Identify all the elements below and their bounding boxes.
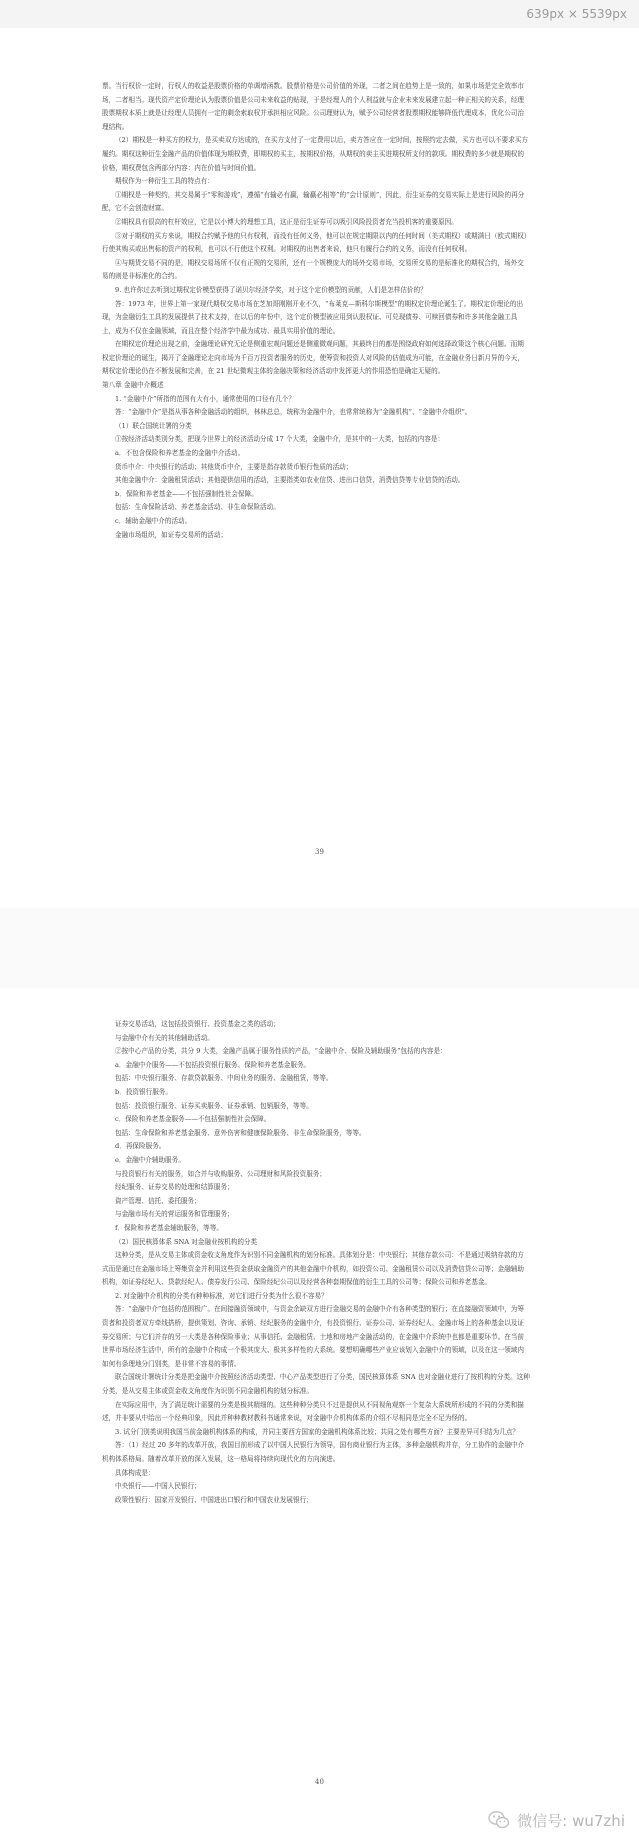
paragraph: a．不包含保险和养老基金的金融中介活动。 [115, 449, 245, 458]
answer: 答：“金融中介”包括的范围极广。在间接融资领域中，与资金余缺双方进行金融交易的金融中介有各种类型的银行；在直接融资领域中，为筹资者和投资者双方牵线搭桥，提供策划、咨询、承销、经纪服务的金融中介，有投资银行、证券公司、证券经纪人、金融市场上的各种基金以及证券交易所；与它们并存的另一大类是各种保险事业；从事信托、金融租赁、土地和房地产金融活动的，在金融中介系统中也都是重要环节。在当前世界市场经济生活中，所有的金融中介构成一个极其庞大、极其多样性的大系统。要想明确哪些产业应该划入金融中介的领域，以及在这一领域内如何有条理地分门别类，是非常不容易的事情。 [102, 1305, 524, 1368]
paragraph: 货币中介：中央银行的活动；其他货币中介，主要是指存款货币银行性质的活动； [115, 462, 353, 471]
paragraph: ①按经济活动类别分类，把现今世界上的经济活动分成 17 个大类，金融中介，是其中的一大类，包括的内容是： [115, 435, 445, 444]
paragraph: 期权作为一种衍生工具的特点有： [115, 177, 214, 186]
subheading: （1）联合国统计署的分类 [115, 421, 192, 430]
paragraph: c．保险和养老基金服务——不包括强制性社会保障。 [115, 1115, 271, 1124]
watermark-text: 微信号: wu7zhi [517, 1811, 625, 1830]
paragraph: ①期权是一种契约，其交易属于“零和游戏”，遵循“有输必有赢，输赢必相等”的“会计原则”，因此，衍生证券的交易实际上是进行风险的再分配，它不会创造财富。 [102, 190, 525, 213]
paragraph: 这种分类，是从交易主体或资金收支角度作为识别不同金融机构的划分标准。具体划分是：中央银行；其他存款公司：不是通过吸纳存款的方式而是通过在金融市场上筹集资金并利用这些资金获取金融资产的其他金融中介机构，如投资公司、金融租赁公司以及消费信贷公司等；金融辅助机构，如证券经纪人、贷款经纪人、债券发行公司、保险经纪公司以及经营各种套期保值的衍生工具的公司等；保险公司和养老基金。 [102, 1251, 524, 1287]
paragraph: 经纪服务、证券交易的处理和结算服务； [115, 1183, 234, 1192]
paragraph: 資产管理、信托、委托服务； [115, 1196, 201, 1205]
paragraph: 其他金融中介：金融租赁活动；其他提供信用的活动，主要指类如农业信贷、进出口信贷、消费信贷等专业信贷的活动。 [115, 476, 465, 485]
answer: 答：（1）经过 20 多年的改革开放，我国目前形成了以中国人民银行为领导，国有商业银行为主体，多种金融机构并存，分工协作的金融中介机构体系格局。随着改革开放的深入发展，这一格局将持续向现代化的方向演进。 [102, 1441, 525, 1463]
paragraph: 具体构成是： [115, 1468, 155, 1477]
paragraph: ②期权具有很高的杠杆效应，它是以小博大的理想工具，这正是衍生证券可以吸引风险投资者充当投机客的重要原因。 [115, 217, 458, 226]
chapter-heading: 第八章 金融中介概述 [102, 381, 164, 390]
paragraph: b．保险和养老基金——不包括强制性社会保障。 [115, 489, 258, 498]
paragraph: a．金融中介服务——不包括投资银行服务、保险和养老基金服务。 [115, 1060, 311, 1069]
answer: 答：“金融中介”是指从事各种金融活动的组织，林林总总，统称为金融中介，也常常统称为“金融机构”、“金融中介组织”。 [115, 408, 472, 417]
subheading: （2）国民核算体系 SNA 对金融业按机构的分类 [115, 1237, 258, 1246]
paragraph: c．辅助金融中介的活动。 [115, 517, 192, 525]
paragraph: ③对于期权的买方来说，期权合约赋予他的只有权利，而没有任何义务，他可以在规定期限以内的任何时间（美式期权）或期满日（欧式期权）行使其购买或出售标的资产的权利，也可以不行使这个权利。对期权的出售者来说，他只有履行合约的义务，而没有任何权利。 [102, 231, 528, 254]
wechat-icon [487, 1808, 511, 1832]
page-number: 39 [315, 848, 324, 856]
document-page-39 [0, 28, 639, 908]
paragraph: 包括：生命保险活动、养老基金活动、非生命保险活动。 [115, 503, 280, 512]
paragraph: 包括：投资银行服务、证券买卖服务、证券承销、包销服务，等等。 [115, 1101, 313, 1110]
page-number: 40 [315, 1778, 324, 1786]
image-dimensions-label: 639px × 5539px [526, 7, 627, 21]
paragraph: f．保险和养老基金辅助服务，等等。 [115, 1223, 223, 1232]
paragraph: ④与期货交易不同的是，期权交易场所不仅有正规的交易所，还有一个规模庞大的场外交易市场，交易所交易的是标准化的期权合约，场外交易的则是非标准化的合约。 [102, 258, 524, 281]
paragraph: b．投资银行服务。 [115, 1087, 172, 1096]
paragraph: 证券交易活动，这包括投资银行、投资基金之类的活动； [115, 1020, 280, 1028]
paragraph: 包括：生命保险和养老基金服务、意外伤害和健康保险服务、非生命保险服务，等等。 [115, 1128, 366, 1137]
answer: 答：1973 年，世界上第一家现代期权交易市场在芝加哥刚刚开业不久，“布莱克—斯科尔斯模型”的期权定价理论诞生了。期权定价理论的出现，为金融衍生工具的发展提供了技术支持，在以后的年份中，这个定价模型被应用到认股权证、可兑现债券、可赎回债券和许多其他金融工具上，成为不仅在金融领域，而且在整个经济学中最为成功、最具实用价值的理论。 [102, 299, 524, 335]
paragraph: （2）期权是一种买方的权力，是买卖双方达成的，在买方支付了一定费用以后，卖方答应在一定时间，按照约定去做，买方也可以不要求买方履约。期权这种衍生金融产品的价值体现为期权费，即期权的买主，按期权价格，从期权的卖主买进期权所支付的款项。期权费的多少就是期权的价格，期权费包含两部分内容：内在价值与时间价值。 [102, 136, 529, 172]
paragraph: d．再保险服务。 [115, 1142, 166, 1151]
paragraph: 联合国统计署统计分类是把金融中介按照经济活动类型、中心产品类型进行了分类，国民核算体系 SNA 也对金融业进行了按机构的分类。这种分类，是从交易主体或资金收支角度作为识别不同金融机构的划分标准。 [102, 1373, 530, 1396]
paragraph: 在期权定价理论出现之前，金融理论研究无论是侧重宏观问题还是侧重微观问题，其最终目的都是围绕政府如何选择政策这个核心问题。而期权定价理论的诞生，揭开了金融理论走向市场为千百万投资者服务的历史，使筹资和投资人对风险的估值成为可能，在金融业务日新月异的今天，期权定价理论仍在不断发展和完善，在 21 世纪微观主体的金融决策和经济活动中发挥更大的作用恐怕是确定无疑的。 [102, 340, 524, 376]
question: 1. “金融中介”所指的范围有大有小，通常使用的口径有几个？ [115, 394, 295, 403]
paragraph: 与投资银行有关的服务，如合并与收购服务、公司理财和风险投资服务； [115, 1169, 326, 1178]
paragraph: 政策性银行：国家开发银行、中国进出口银行和中国农业发展银行； [115, 1495, 313, 1504]
document-page-40 [0, 988, 639, 1846]
question: 3. 试分门别类说明我国当前金融机构体系的构成，并同主要西方国家的金融机构体系比较；共同之处有哪些方面？主要差异可归结为几点？ [115, 1427, 520, 1436]
paragraph: 票。当行权价一定时，行权人的收益是股票价格的单调增函数。股票价格是公司价值的外现，二者之间在趋势上是一致的，如果市场是完全效率市场，二者相当。现代资产定价理论认为股票价值是公司未来收益的贴现，于是经理人的个人利益就与企业未来发展建立起一种正相关的关系，经理股票期权本质上就是让经理人员拥有一定的剩余索取权并承担相应风险。公司理财认为，赋予公司经营者股票期权能够降低代理成本，优化公司治理结构。 [102, 82, 524, 131]
paragraph: ②按中心产品的分类，共分 9 大类，金融产品属于服务性质的产品，“金融中介、保险及辅助服务”包括的内容是： [115, 1047, 447, 1056]
question: 2. 对金融中介机构的分类有种种标准，对它们进行分类为什么很不容易？ [115, 1291, 328, 1300]
paragraph: 与金融市场有关的营运服务和管理服务； [115, 1210, 234, 1219]
question: 9. 也许你过去听到过期权定价模型获得了诺贝尔经济学奖，对于这个定价模型的贡献，人们是怎样估价的？ [115, 285, 427, 294]
watermark [487, 1808, 625, 1832]
page-gap [0, 908, 639, 988]
paragraph: 包括：中央银行服务、存款贷款服务、中间业务的服务、金融租赁，等等。 [115, 1074, 333, 1083]
paragraph: 中央银行——中国人民银行； [115, 1482, 201, 1491]
paragraph: 金融市场组织，如证券交易所的活动； [115, 530, 228, 539]
paragraph: 与金融中介有关的其他辅助活动。 [115, 1033, 214, 1042]
paragraph: 在实际应用中，为了满足统计需要的分类是极其精细的。这些种种分类只不过是提供从不同视角观察一个复杂大系统所形成的不同的分类和描述，并非要从中给出一个经典印象，因此并种种教材教科书通常来说，对金融中介机构体系的介绍不尽相同是完全不足为怪的。 [102, 1400, 524, 1423]
paragraph: e．金融中介辅助服务。 [115, 1155, 185, 1164]
page-39-body [102, 80, 530, 542]
viewer-header [0, 0, 639, 28]
page-40-body [102, 1018, 530, 1507]
